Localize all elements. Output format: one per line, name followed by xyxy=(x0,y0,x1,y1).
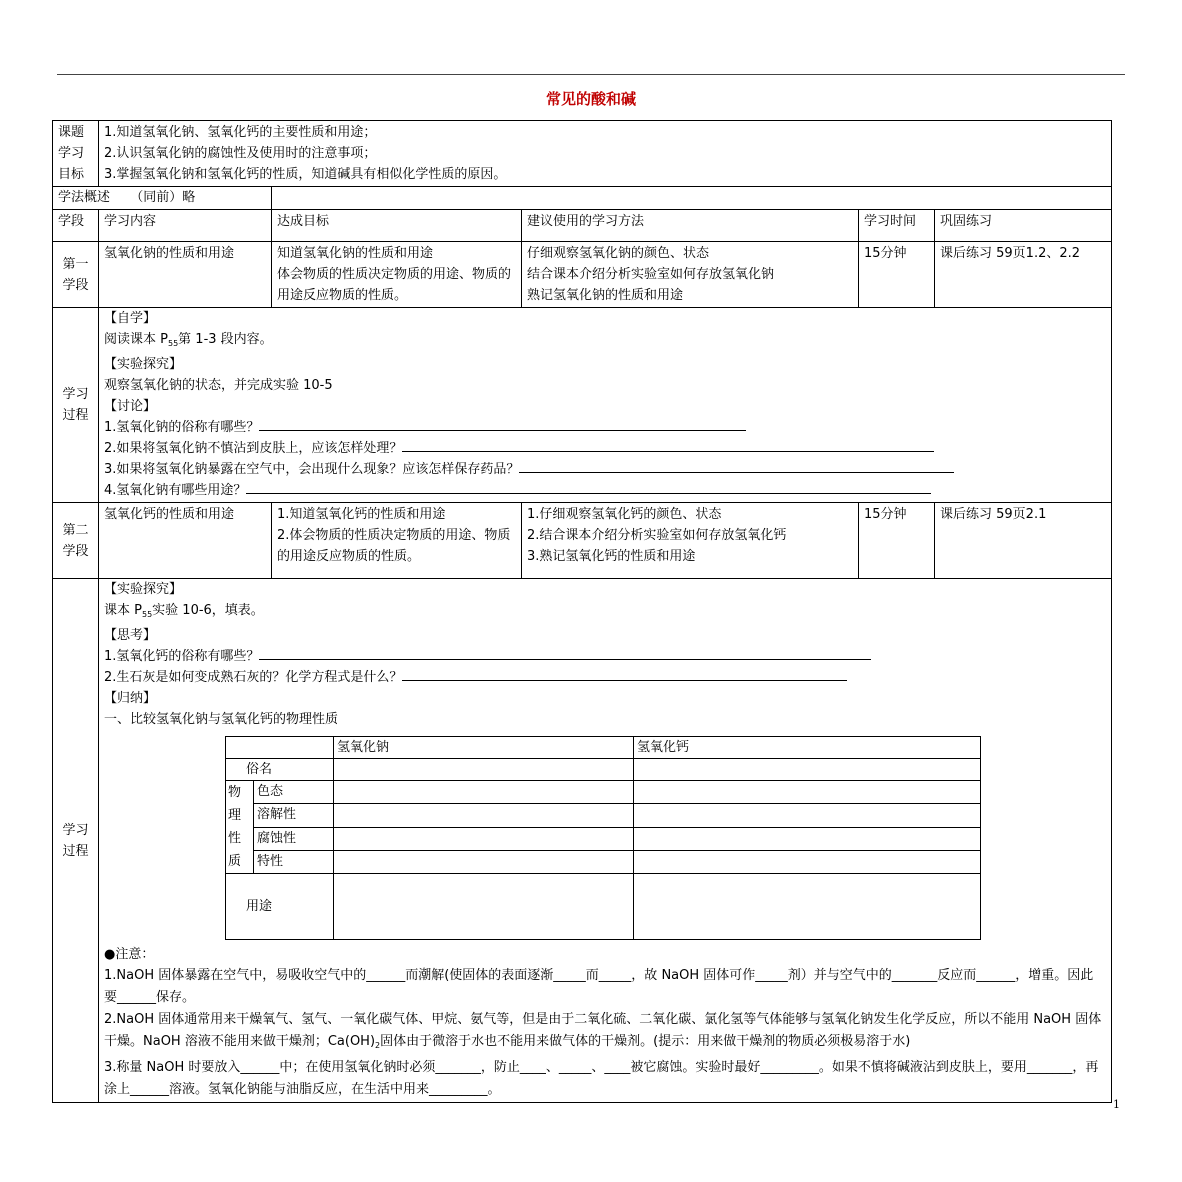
method-label: 学法概述 xyxy=(58,190,111,205)
summary-heading: 【归纳】 xyxy=(104,691,157,706)
goal-item: 3.掌握氢氧化钠和氢氧化钙的性质，知道碱具有相似化学性质的原因。 xyxy=(104,167,507,182)
stage2-method: 2.结合课本介绍分析实验室如何存放氢氧化钙 xyxy=(527,528,787,543)
col-caoh2: 氢氧化钙 xyxy=(634,737,981,759)
question-2: 2.生石灰是如何变成熟石灰的？化学方程式是什么？ xyxy=(104,667,1106,688)
fill-cell[interactable] xyxy=(334,759,634,781)
compare-title: 一、比较氢氧化钠与氢氧化钙的物理性质 xyxy=(104,712,339,727)
goals-label: 课题学习目标 xyxy=(53,121,99,187)
stage2-content: 氢氧化钙的性质和用途 xyxy=(99,503,272,579)
stage1-method: 熟记氢氧化钠的性质和用途 xyxy=(527,288,684,303)
experiment-heading: 【实验探究】 xyxy=(104,582,183,597)
property-row xyxy=(226,804,981,827)
page-title: 常见的酸和碱 xyxy=(545,90,636,108)
fill-cell[interactable] xyxy=(634,804,981,827)
header-goal: 达成目标 xyxy=(272,210,522,242)
comparison-table xyxy=(225,736,981,940)
answer-blank[interactable] xyxy=(246,480,931,494)
fill-cell[interactable] xyxy=(334,850,634,873)
goals-list xyxy=(99,121,1112,187)
stage2-method: 3.熟记氢氧化钙的性质和用途 xyxy=(527,549,696,564)
stage2-methods xyxy=(522,503,859,579)
stage1-method: 仔细观察氢氧化钠的颜色、状态 xyxy=(527,246,710,261)
note-2: 2.NaOH 固体通常用来干燥氧气、氢气、一氧化碳气体、甲烷、氨气等，但是由于二氧化硫、二氧化碳、氯化氢等气体能够与氢氧化钠发生化学反应，所以不能用 NaOH 固体干燥。NaOH 溶液不能用来做干燥剂；$Ca(OH)_2$固体由于微溶于水也不能用来做气体的干燥剂。(提示：用来做干燥剂的物质必须极易溶于水) xyxy=(104,1012,1102,1050)
stage1-label: 第一学段 xyxy=(53,242,99,308)
page-number: 1 xyxy=(1113,1098,1120,1111)
method-row xyxy=(53,187,1112,210)
read-instruction: 阅读课本 $P_{55}$第 1-3 段内容。 xyxy=(104,332,273,348)
comparison-header-row xyxy=(226,737,981,759)
think-heading: 【思考】 xyxy=(104,628,157,643)
property-corrosiveness: 腐蚀性 xyxy=(254,827,334,850)
header-practice: 巩固练习 xyxy=(935,210,1112,242)
fill-cell[interactable] xyxy=(334,804,634,827)
stage2-practice: 课后练习 59页2.1 xyxy=(935,503,1112,579)
stage1-time: 15分钟 xyxy=(859,242,935,308)
process1-body xyxy=(99,308,1112,503)
study-plan-table xyxy=(52,120,1112,1103)
question-1: 1.氢氧化钠的俗称有哪些？ xyxy=(104,417,1106,438)
use-label: 用途 xyxy=(226,874,334,940)
stage2-goal: 2.体会物质的性质决定物质的用途、物质的用途反应物质的性质。 xyxy=(277,528,511,564)
fill-cell[interactable] xyxy=(634,874,981,940)
property-solubility: 溶解性 xyxy=(254,804,334,827)
stage1-content: 氢氧化钠的性质和用途 xyxy=(99,242,272,308)
common-name-label: 俗名 xyxy=(226,759,334,781)
fill-cell[interactable] xyxy=(634,827,981,850)
property-row xyxy=(226,781,981,804)
property-characteristic: 特性 xyxy=(254,850,334,873)
observe-instruction: 观察氢氧化钠的状态，并完成实验 10-5 xyxy=(104,378,333,393)
stage1-goals xyxy=(272,242,522,308)
use-row xyxy=(226,874,981,940)
col-naoh: 氢氧化钠 xyxy=(334,737,634,759)
stage2-goal: 1.知道氢氧化钙的性质和用途 xyxy=(277,507,446,522)
fill-cell[interactable] xyxy=(334,781,634,804)
question-3: 3.如果将氢氧化钠暴露在空气中，会出现什么现象？应该怎样保存药品？ xyxy=(104,459,1106,480)
header-content: 学习内容 xyxy=(99,210,272,242)
note-3: 3.称量 NaOH 时要放入______中；在使用氢氧化钠时必须_______，防止____、_____、____被它腐蚀。实验时最好_________。如果不慎将碱液沾到皮肤上，要用_______，再涂上______溶液。氢氧化钠能与油脂反应，在生活中用来_________。 xyxy=(104,1060,1099,1097)
experiment-heading: 【实验探究】 xyxy=(104,357,183,372)
goal-item: 2.认识氢氧化钠的腐蚀性及使用时的注意事项； xyxy=(104,146,377,161)
header-row xyxy=(53,210,1112,242)
fill-cell[interactable] xyxy=(634,850,981,873)
header-time: 学习时间 xyxy=(859,210,935,242)
stage1-goal: 知道氢氧化钠的性质和用途 xyxy=(277,246,434,261)
answer-blank[interactable] xyxy=(259,417,746,431)
property-row xyxy=(226,827,981,850)
self-study-heading: 【自学】 xyxy=(104,311,157,326)
header-rule xyxy=(57,74,1125,75)
answer-blank[interactable] xyxy=(402,667,847,681)
process1-row xyxy=(53,308,1112,503)
question-2: 2.如果将氢氧化钠不慎沾到皮肤上，应该怎样处理？ xyxy=(104,438,1106,459)
header-method: 建议使用的学习方法 xyxy=(522,210,859,242)
process2-body xyxy=(99,579,1112,1103)
header-stage: 学段 xyxy=(53,210,99,242)
discussion-heading: 【讨论】 xyxy=(104,399,157,414)
process1-label: 学习过程 xyxy=(53,308,99,503)
stage2-row xyxy=(53,503,1112,579)
stage1-row xyxy=(53,242,1112,308)
property-row xyxy=(226,850,981,873)
fill-cell[interactable] xyxy=(634,781,981,804)
process2-row xyxy=(53,579,1112,1103)
goal-item: 1.知道氢氧化钠、氢氧化钙的主要性质和用途； xyxy=(104,125,377,140)
stage1-goal: 体会物质的性质决定物质的用途、物质的用途反应物质的性质。 xyxy=(277,267,512,303)
note-1: 1.NaOH 固体暴露在空气中，易吸收空气中的______而潮解(使固体的表面逐渐_____而_____，故 NaOH 固体可作_____剂）并与空气中的_______反应而______，增重。因此要______保存。 xyxy=(104,968,1094,1005)
stage2-label: 第二学段 xyxy=(53,503,99,579)
stage2-time: 15分钟 xyxy=(859,503,935,579)
stage2-method: 1.仔细观察氢氧化钙的颜色、状态 xyxy=(527,507,722,522)
fill-cell[interactable] xyxy=(334,874,634,940)
stage1-practice: 课后练习 59页1.2、2.2 xyxy=(935,242,1112,308)
property-color-state: 色态 xyxy=(254,781,334,804)
book-instruction: 课本 $P_{55}$实验 10-6，填表。 xyxy=(104,603,264,619)
stage1-methods xyxy=(522,242,859,308)
fill-cell[interactable] xyxy=(634,759,981,781)
stage2-goals xyxy=(272,503,522,579)
answer-blank[interactable] xyxy=(519,459,954,473)
answer-blank[interactable] xyxy=(259,646,871,660)
stage1-method: 结合课本介绍分析实验室如何存放氢氧化钠 xyxy=(527,267,775,282)
question-1: 1.氢氧化钙的俗称有哪些？ xyxy=(104,646,1106,667)
goals-row xyxy=(53,121,1112,187)
common-name-row xyxy=(226,759,981,781)
answer-blank[interactable] xyxy=(402,438,934,452)
physical-property-label: 物 理 性 质 xyxy=(226,781,254,874)
question-4: 4.氢氧化钠有哪些用途？ xyxy=(104,480,1106,501)
note-heading: ●注意： xyxy=(104,947,155,962)
method-value: （同前）略 xyxy=(130,190,196,205)
fill-cell[interactable] xyxy=(334,827,634,850)
process2-label: 学习过程 xyxy=(53,579,99,1103)
